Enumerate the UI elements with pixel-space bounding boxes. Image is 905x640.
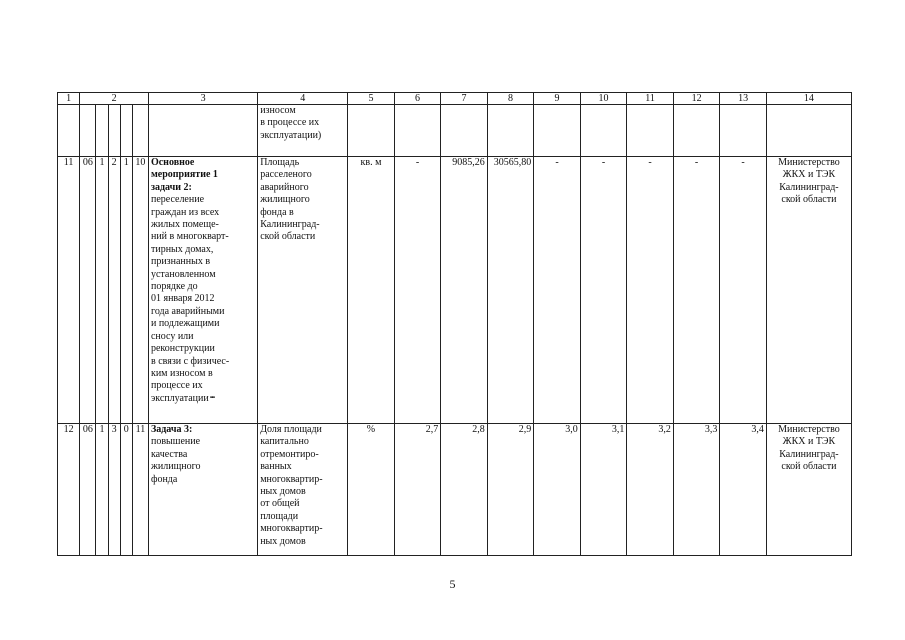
cell-value <box>720 105 767 157</box>
cell-value-8: 30565,80 <box>487 157 534 424</box>
cell-code: 10 <box>132 157 148 424</box>
name-ellipsis: ... <box>209 389 215 401</box>
cell-value-7: 9085,26 <box>441 157 488 424</box>
cell-value-11: 3,2 <box>627 424 674 556</box>
cell-value-12: 3,3 <box>673 424 720 556</box>
cell-indicator: Площадь расселеного аварийного жилищного фонда в Калининград- ской области <box>258 157 348 424</box>
cell-code: 2 <box>108 157 120 424</box>
cell-code: 1 <box>96 424 108 556</box>
header-cell-8: 8 <box>487 93 534 105</box>
header-cell-11: 11 <box>627 93 674 105</box>
cell-value <box>441 105 488 157</box>
cell-value-9: - <box>534 157 581 424</box>
cell-num <box>58 105 80 157</box>
header-cell-12: 12 <box>673 93 720 105</box>
cell-value-13: - <box>720 157 767 424</box>
header-cell-4: 4 <box>258 93 348 105</box>
cell-code: 1 <box>120 157 132 424</box>
cell-unit <box>348 105 395 157</box>
header-cell-14: 14 <box>766 93 851 105</box>
header-cell-6: 6 <box>394 93 441 105</box>
cell-value-8: 2,9 <box>487 424 534 556</box>
name-text: повышение качества жилищного фонда <box>150 436 201 485</box>
cell-code <box>80 105 96 157</box>
cell-value <box>673 105 720 157</box>
header-cell-9: 9 <box>534 93 581 105</box>
cell-value-12: - <box>673 157 720 424</box>
cell-code: 3 <box>108 424 120 556</box>
cell-indicator: Доля площади капитально отремонтиро- ванных многоквартир- ных домов от общей площади многоквартир- ных домов <box>258 424 348 556</box>
cell-value <box>394 105 441 157</box>
header-cell-10: 10 <box>580 93 627 105</box>
cell-code <box>120 105 132 157</box>
header-cell-3: 3 <box>148 93 257 105</box>
cell-code <box>108 105 120 157</box>
name-heading: Основное мероприятие 1 задачи 2: <box>150 157 218 193</box>
cell-name <box>148 105 257 157</box>
cell-code: 0 <box>120 424 132 556</box>
cell-value-11: - <box>627 157 674 424</box>
cell-value-6: 2,7 <box>394 424 441 556</box>
cell-responsible: Министерство ЖКХ и ТЭК Калининград- ской области <box>766 424 851 556</box>
table-row-11 <box>58 157 852 424</box>
cell-code <box>132 105 148 157</box>
cell-name <box>148 157 257 424</box>
cell-code: 06 <box>80 424 96 556</box>
name-heading: Задача 3: <box>150 424 193 435</box>
cell-value-7: 2,8 <box>441 424 488 556</box>
header-cell-2: 2 <box>80 93 149 105</box>
cell-value <box>627 105 674 157</box>
cell-indicator: износом в процессе их эксплуатации) <box>258 105 348 157</box>
cell-value-13: 3,4 <box>720 424 767 556</box>
cell-responsible: Министерство ЖКХ и ТЭК Калининград- ской области <box>766 157 851 424</box>
program-indicators-table <box>57 92 852 556</box>
cell-value <box>534 105 581 157</box>
cell-num: 11 <box>58 157 80 424</box>
cell-responsible <box>766 105 851 157</box>
cell-unit: % <box>348 424 395 556</box>
cell-unit: кв. м <box>348 157 395 424</box>
table-row-continuation <box>58 105 852 157</box>
cell-num: 12 <box>58 424 80 556</box>
header-cell-1: 1 <box>58 93 80 105</box>
cell-value-10: - <box>580 157 627 424</box>
cell-name <box>148 424 257 556</box>
header-cell-13: 13 <box>720 93 767 105</box>
cell-value <box>580 105 627 157</box>
cell-code <box>96 105 108 157</box>
header-cell-7: 7 <box>441 93 488 105</box>
cell-value-6: - <box>394 157 441 424</box>
name-text: переселение граждан из всех жилых помеще- ний в многокварт- тирных домах, признанных в установленном порядке до 01 января 2012 года аварийными и подлежащими сносу или реконструкции в связи с физичес- ким износом в процессе их эксплуатации <box>150 194 230 404</box>
cell-value-10: 3,1 <box>580 424 627 556</box>
cell-value-9: 3,0 <box>534 424 581 556</box>
table-row-12 <box>58 424 852 556</box>
cell-code: 1 <box>96 157 108 424</box>
cell-code: 11 <box>132 424 148 556</box>
page-number: 5 <box>449 577 456 591</box>
cell-value <box>487 105 534 157</box>
cell-code: 06 <box>80 157 96 424</box>
header-row <box>58 93 852 105</box>
header-cell-5: 5 <box>348 93 395 105</box>
